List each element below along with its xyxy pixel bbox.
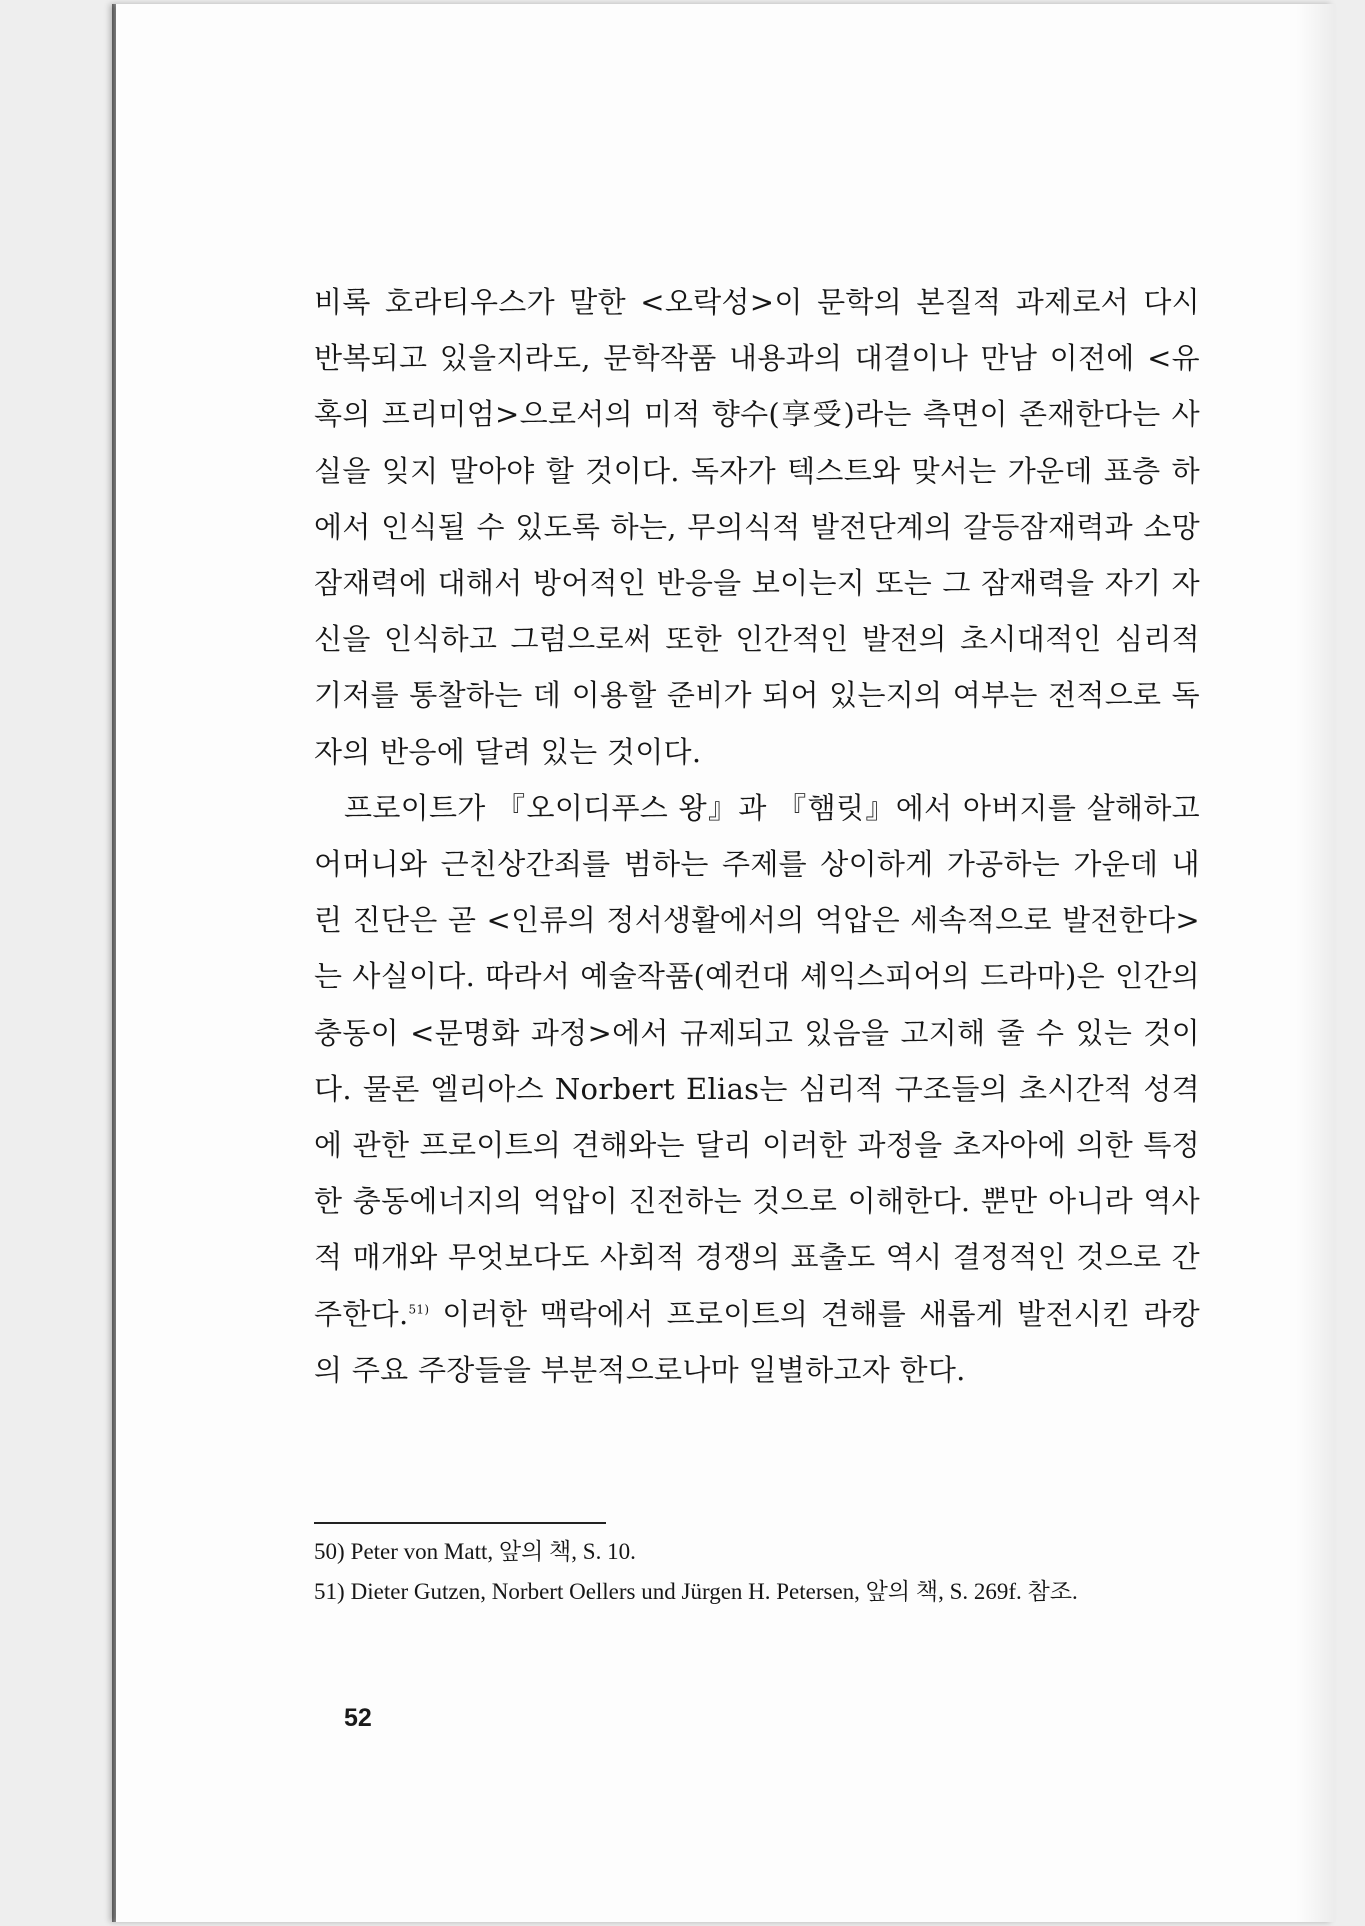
- footnote-ref-51: 51): [408, 1302, 430, 1316]
- footnote-text: Dieter Gutzen, Norbert Oellers und Jürgen H. Petersen, 앞의 책, S. 269f. 참조.: [350, 1579, 1078, 1604]
- paragraph-2-text-a: 프로이트가 『오이디푸스 왕』과 『햄릿』에서 아버지를 살해하고 어머니와 근친상간죄를 범하는 주제를 상이하게 가공하는 가운데 내린 진단은 곧 <인류의 정서생활에서의 억압은 세속적으로 발전한다>는 사실이다. 따라서 예술작품(예컨대 셰익스피어의 드라마)은 인간의 충동이 <문명화 과정>에서 규제되고 있음을 고지해 줄 수 있는 것이다. 물론 엘리아스 Norbert Elias는 심리적 구조들의 초시간적 성격에 관한 프로이트의 견해와는 달리 이러한 과정을 초자아에 의한 특정한 충동에너지의 억압이 진전하는 것으로 이해한다. 뿐만 아니라 역사적 매개와 무엇보다도 사회적 경쟁의 표출도 역시 결정적인 것으로 간주한다.: [314, 790, 1200, 1331]
- footnote-number: 50): [314, 1539, 345, 1564]
- footnote-50: [314, 1532, 1218, 1572]
- paragraph-2: [314, 780, 1200, 1398]
- footnote-text: Peter von Matt, 앞의 책, S. 10.: [350, 1539, 636, 1564]
- body-text: [314, 274, 1200, 1398]
- footnote-divider: [314, 1522, 606, 1524]
- footnote-51: [314, 1572, 1218, 1612]
- footnote-number: 51): [314, 1579, 345, 1604]
- paragraph-2-text-b: 이러한 맥락에서 프로이트의 견해를 새롭게 발전시킨 라캉의 주요 주장들을 부분적으로나마 일별하고자 한다.: [314, 1296, 1200, 1387]
- footnotes: [314, 1532, 1218, 1612]
- paragraph-1: 비록 호라티우스가 말한 <오락성>이 문학의 본질적 과제로서 다시 반복되고 있을지라도, 문학작품 내용과의 대결이나 만남 이전에 <유혹의 프리미엄>으로서의 미적 향수(享受)라는 측면이 존재한다는 사실을 잊지 말아야 할 것이다. 독자가 텍스트와 맞서는 가운데 표층 하에서 인식될 수 있도록 하는, 무의식적 발전단계의 갈등잠재력과 소망잠재력에 대해서 방어적인 반응을 보이는지 또는 그 잠재력을 자기 자신을 인식하고 그럼으로써 또한 인간적인 발전의 초시대적인 심리적 기저를 통찰하는 데 이용할 준비가 되어 있는지의 여부는 전적으로 독자의 반응에 달려 있는 것이다.: [314, 285, 1200, 769]
- book-page: [116, 4, 1336, 1922]
- page-number: 52: [344, 1704, 372, 1732]
- page-edge-shade: [1296, 4, 1336, 1922]
